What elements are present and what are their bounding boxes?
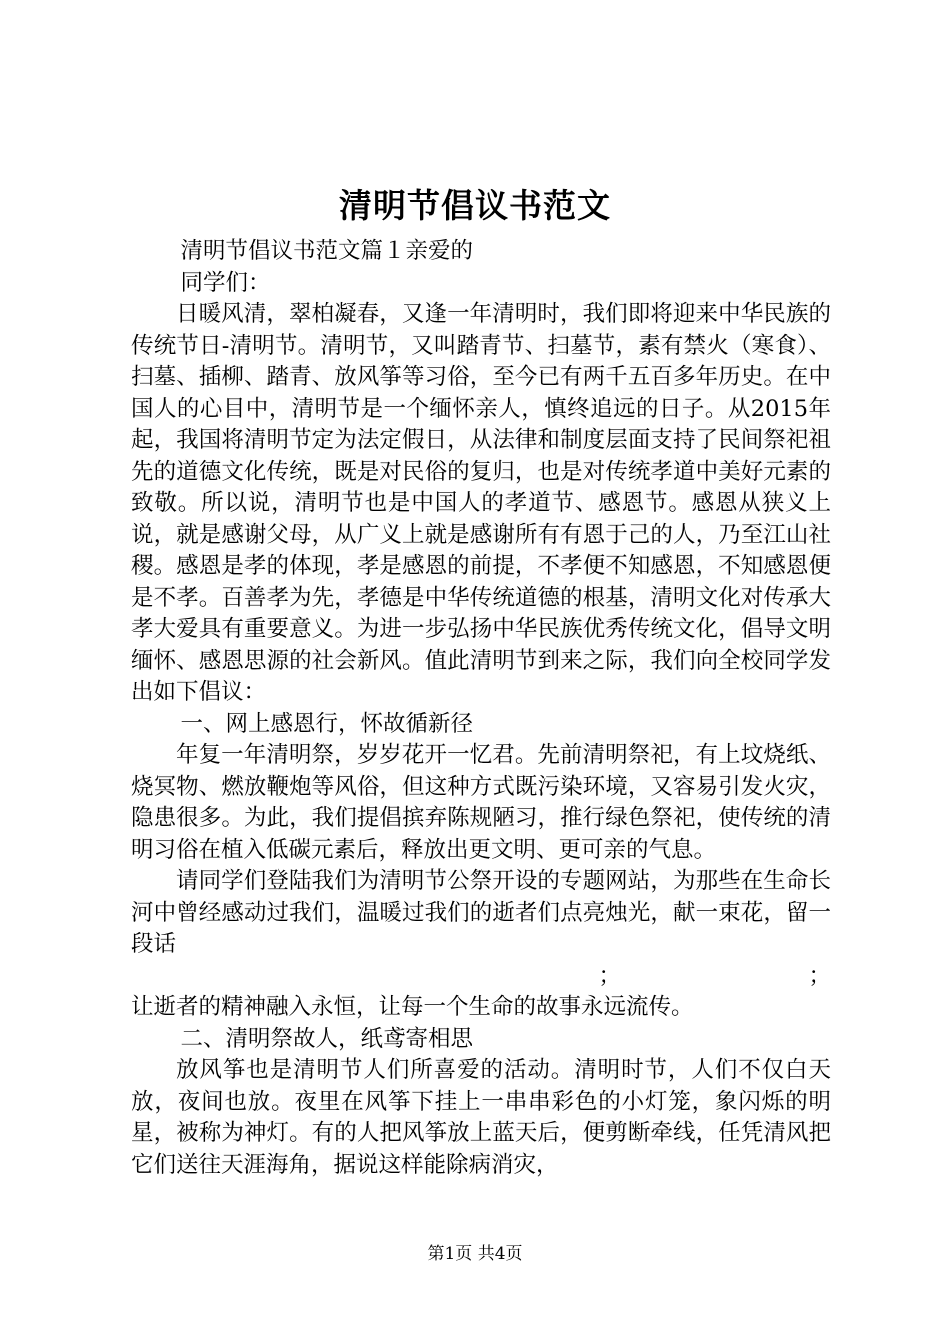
section-1-paragraph-2: 请同学们登陆我们为清明节公祭开设的专题网站，为那些在生命长河中曾经感动过我们，温暖过我们的逝者们点亮烛光，献一束花，留一段话	[131, 868, 831, 957]
section-1-heading: 一、网上感恩行，怀故循新径	[180, 710, 474, 737]
document-body	[131, 236, 831, 1181]
section-1-paragraph-2-end: 让逝者的精神融入永恒，让每一个生命的故事永远流传。	[131, 994, 694, 1020]
page-footer: 第1页 共4页	[427, 1244, 523, 1264]
blank-fill-line	[131, 961, 831, 993]
intro-line: 清明节倡议书范文篇１亲爱的	[180, 238, 474, 264]
section-1-paragraph-1: 年复一年清明祭，岁岁花开一忆君。先前清明祭祀，有上坟烧纸、烧冥物、燃放鞭炮等风俗，但这种方式既污染环境，又容易引发火灾，隐患很多。为此，我们提倡摈弃陈规陋习，推行绿色祭祀，使传统的清明习俗在植入低碳元素后，释放出更文明、更可亲的气息。	[131, 742, 831, 863]
section-2-heading: 二、清明祭故人，纸鸢寄相思	[180, 1025, 474, 1052]
semicolon-mark-1: ；	[598, 962, 621, 989]
document-title: 清明节倡议书范文	[339, 186, 611, 225]
section-2-paragraph-1: 放风筝也是清明节人们所喜爱的活动。清明时节，人们不仅白天放，夜间也放。夜里在风筝下挂上一串串彩色的小灯笼，象闪烁的明星，被称为神灯。有的人把风筝放上蓝天后，便剪断牵线，任凭清风把它们送往天涯海角，据说这样能除病消灾，	[131, 1057, 831, 1178]
greeting-line: 同学们：	[180, 269, 271, 296]
semicolon-mark-2: ；	[808, 962, 831, 989]
paragraph-1: 日暖风清，翠柏凝春，又逢一年清明时，我们即将迎来中华民族的传统节日-清明节。清明节，又叫踏青节、扫墓节，素有禁火（寒食）、扫墓、插柳、踏青、放风筝等习俗，至今已有两千五百多年历史。在中国人的心目中，清明节是一个缅怀亲人，慎终追远的日子。从2015年起，我国将清明节定为法定假日，从法律和制度层面支持了民间祭祀祖先的道德文化传统，既是对民俗的复归，也是对传统孝道中美好元素的致敬。所以说，清明节也是中国人的孝道节、感恩节。感恩从狭义上说，就是感谢父母，从广义上就是感谢所有有恩于己的人，乃至江山社稷。感恩是孝的体现，孝是感恩的前提，不孝便不知感恩，不知感恩便是不孝。百善孝为先，孝德是中华传统道德的根基，清明文化对传承大孝大爱具有重要意义。为进一步弘扬中华民族优秀传统文化，倡导文明缅怀、感恩思源的社会新风。值此清明节到来之际，我们向全校同学发出如下倡议：	[131, 301, 831, 705]
